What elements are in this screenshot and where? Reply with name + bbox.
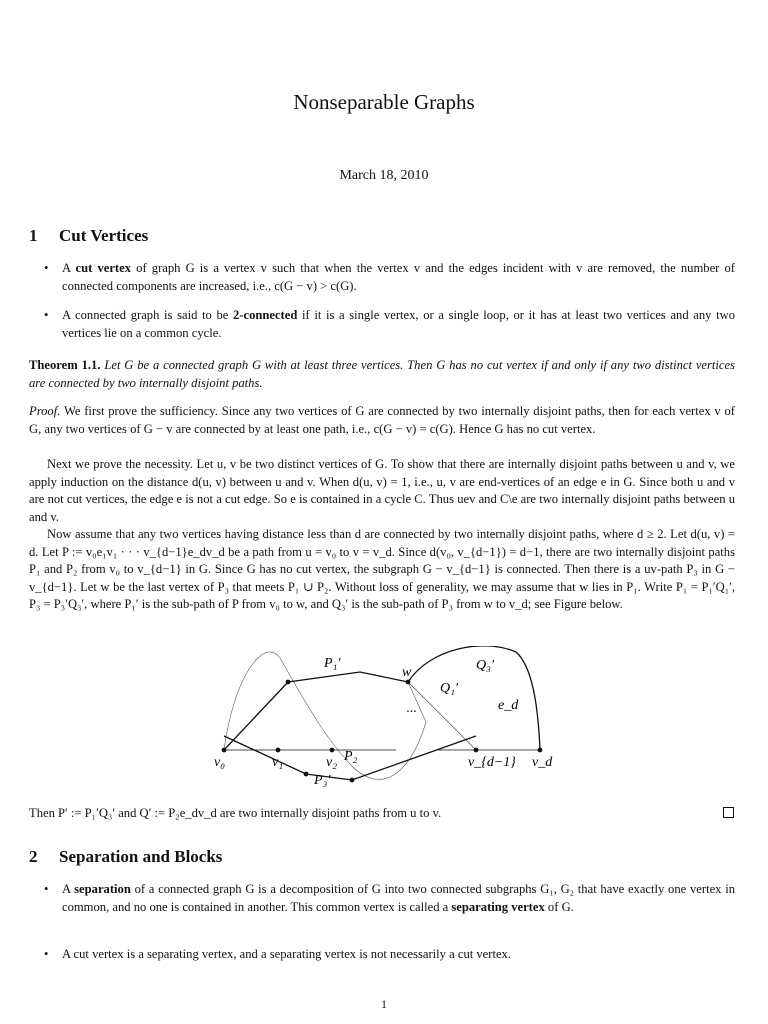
section-number: 2 bbox=[29, 847, 38, 866]
proof-paragraph-3: Now assume that any two vertices having distance less than d are connected by two internally disjoint paths, where d ≥ 2. Let d(u, v) = d. Let P := v₀e₁v₁ · · · v_{d−1}e_dv_d be a path from u = v₀ to v = v_d. Since d(v₀, v_{d−1}) = d−1, there are two internally disjoint paths P₁ and P₂ from v₀ to v_{d−1} in G. Since G has no cut vertex, the subgraph G − v_{d−1} is connected. Then there is a uv-path P₃ in G − v_{d−1}. Let w be the last vertex of P₃ that meets P₁ ∪ P₂. Without loss of generality, we may assume that w lies in P₁. Write P₁ = P₁′Q₁′, P₃ = P₃′Q₃′, where P₁′ is the sub-path of P from v₀ to w, and Q₃′ is the sub-path of P₃ from w to v_d; see Figure below. bbox=[29, 527, 735, 612]
bullet-text: of graph G is a vertex v such that when the vertex v and the edges incident with v are removed, the number of connected components are increased, i.e., c(G − v) > c(G). bbox=[62, 261, 735, 293]
label-q1-prime: Q₁′ bbox=[440, 681, 459, 696]
vertex-vd1 bbox=[474, 748, 479, 753]
section-title: Cut Vertices bbox=[59, 226, 149, 245]
path-q3-prime bbox=[408, 646, 540, 750]
label-p3-prime: P₃′ bbox=[314, 773, 331, 788]
graph-figure bbox=[210, 646, 560, 792]
vertex-p2-node-b bbox=[350, 778, 355, 783]
bullet-text: A connected graph is said to be bbox=[62, 308, 233, 322]
label-v2: v₂ bbox=[326, 755, 338, 770]
vertex-w bbox=[406, 680, 411, 685]
label-vd: v_d bbox=[532, 755, 553, 770]
bullet-cut-vs-separating bbox=[44, 946, 735, 964]
bullet-text: A cut vertex is a separating vertex, and a separating vertex is not necessarily a cut vertex. bbox=[62, 947, 512, 961]
vertex-vd bbox=[538, 748, 543, 753]
page-number: 1 bbox=[381, 997, 387, 1011]
label-ed: e_d bbox=[498, 698, 519, 713]
path-p1-prime bbox=[224, 672, 408, 750]
bullet-2-connected bbox=[44, 307, 736, 342]
section-2-heading bbox=[29, 847, 222, 867]
proof-paragraph-1 bbox=[29, 403, 735, 438]
label-dots: ··· bbox=[406, 705, 417, 720]
document-title: Nonseparable Graphs bbox=[293, 90, 475, 114]
bullet-text: A bbox=[62, 261, 76, 275]
proof-conclusion: Then P′ := P₁′Q₃′ and Q′ := P₂e_dv_d are two internally disjoint paths from u to v. bbox=[29, 806, 442, 820]
bullet-cut-vertex bbox=[44, 260, 735, 295]
theorem-text: Let G be a connected graph G with at least three vertices. Then G has no cut vertex if and only if any two distinct vertices are connected by two internally disjoint paths. bbox=[29, 358, 735, 390]
label-q3-prime: Q₃′ bbox=[476, 658, 495, 673]
label-p1-prime: P₁′ bbox=[324, 656, 341, 671]
label-v1: v₁ bbox=[272, 755, 284, 770]
bullet-dot: • bbox=[44, 882, 49, 896]
path-p3-prime bbox=[224, 652, 426, 779]
defined-term: separation bbox=[74, 882, 131, 896]
bullet-text: if it is a single vertex, or a single loop, or it has at least two vertices and any two vertices lie on a common cycle. bbox=[62, 308, 736, 340]
label-v0: v₀ bbox=[214, 755, 226, 770]
label-w: w bbox=[402, 665, 412, 680]
defined-term: 2-connected bbox=[232, 308, 298, 322]
theorem-1-1 bbox=[29, 357, 735, 392]
bullet-dot: • bbox=[44, 308, 49, 322]
defined-term: separating vertex bbox=[451, 899, 545, 914]
proof-paragraph-2: Next we prove the necessity. Let u, v be two distinct vertices of G. To show that there are internally disjoint paths between u and v, we apply induction on the distance d(u, v) between u and v. When d(u, v) = 1, i.e., u, v are end-vertices of an edge e in G. Since both u and v are not cut vertices, the edge e is not a cut edge. So e is contained in a cycle C. Thus uev and C\e are two internally disjoint paths between u and v. bbox=[29, 457, 735, 524]
vertex-p2-node-a bbox=[304, 772, 309, 777]
bullet-text: of G. bbox=[544, 899, 574, 914]
bullet-separation bbox=[44, 881, 735, 916]
vertex-p1-node bbox=[286, 680, 291, 685]
bullet-text: of a connected graph G is a decomposition of G into two connected subgraphs G₁, G₂ that have exactly one vertex in common, and no one is contained in another. This common vertex is called a bbox=[62, 882, 735, 914]
defined-term: cut vertex bbox=[75, 261, 132, 275]
theorem-label: Theorem 1.1. bbox=[29, 358, 101, 372]
bullet-dot: • bbox=[44, 947, 49, 961]
bullet-text: A bbox=[62, 882, 75, 896]
vertex-v2 bbox=[330, 748, 335, 753]
section-number: 1 bbox=[29, 226, 38, 245]
proof-label: Proof. bbox=[29, 404, 61, 418]
label-vd1: v_{d−1} bbox=[468, 755, 516, 770]
section-title: Separation and Blocks bbox=[59, 847, 223, 866]
section-1-heading bbox=[29, 226, 148, 246]
vertex-v0 bbox=[222, 748, 227, 753]
qed-box bbox=[723, 807, 734, 818]
label-p2: P₂ bbox=[344, 749, 358, 764]
vertex-v1 bbox=[276, 748, 281, 753]
bullet-dot: • bbox=[44, 261, 49, 275]
document-date: March 18, 2010 bbox=[339, 168, 429, 183]
proof-text: We first prove the sufficiency. Since any two vertices of G are connected by two internally disjoint paths, then for each vertex v of G, any two vertices of G − v are connected by at least one path, i.e., c(G − v) = c(G). Hence G has no cut vertex. bbox=[29, 404, 735, 436]
